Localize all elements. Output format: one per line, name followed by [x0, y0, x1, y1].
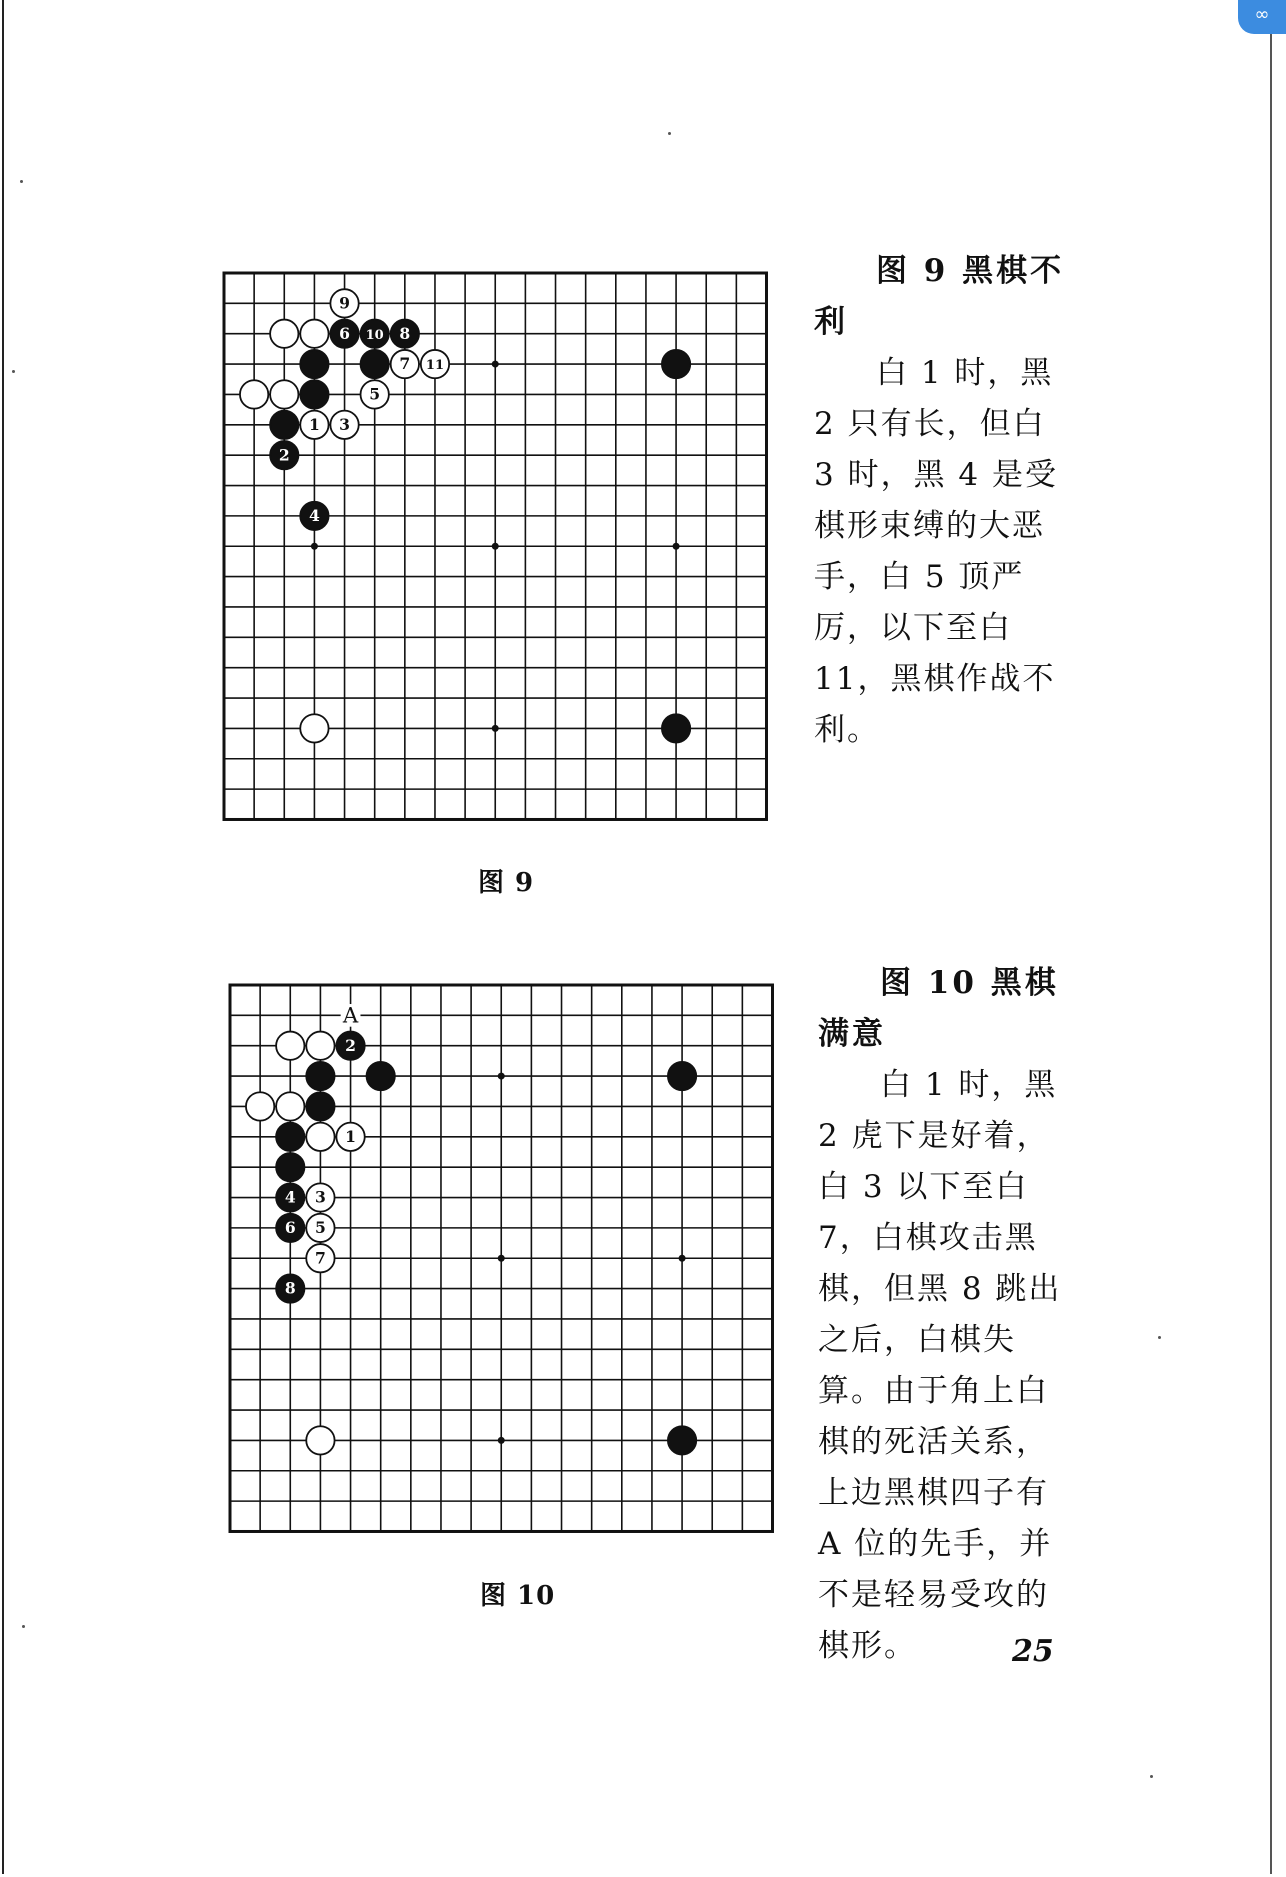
page-number: 25 [1012, 1634, 1054, 1669]
figure-9-text: 白 1 时，黑 2 只有长，但白 3 时，黑 4 是受棋形束缚的大恶手，白 5 顶严厉，以下至白 11，黑棋作战不利。 [814, 355, 1059, 748]
black-stone-2 [336, 1032, 364, 1060]
star-point [498, 1437, 505, 1444]
figure-9-caption: 图 9 [478, 868, 535, 898]
black-stone [662, 350, 690, 378]
black-stone-6 [330, 320, 358, 348]
stone-label: 8 [399, 323, 411, 343]
stone-label: 4 [284, 1187, 296, 1207]
stone-label: 7 [399, 354, 411, 374]
stone-label: 9 [339, 293, 350, 313]
scan-speck [12, 370, 15, 373]
stone-label: 6 [339, 323, 350, 343]
stone-label: 3 [314, 1187, 326, 1207]
white-stone [300, 714, 328, 742]
white-stone-3 [306, 1183, 334, 1211]
black-stone [300, 350, 328, 378]
white-stone [306, 1426, 334, 1454]
white-stone-3 [330, 411, 358, 439]
scan-speck [22, 1625, 25, 1628]
board-svg [222, 977, 782, 1541]
black-stone [668, 1062, 696, 1090]
stone-label: 2 [278, 445, 290, 465]
star-point [492, 725, 499, 732]
star-point [498, 1073, 505, 1080]
black-stone [276, 1123, 304, 1151]
stone-label: 6 [284, 1217, 296, 1237]
star-point [498, 1255, 505, 1262]
black-stone-8 [276, 1274, 304, 1302]
figure-9-description [814, 246, 1076, 756]
figure-10-text: 白 1 时，黑 2 虎下是好着，白 3 以下至白 7，白棋攻击黑棋，但黑 8 跳出之后，白棋失算。由于角上白棋的死活关系，上边黑棋四子有 A 位的先手，并不是轻易受攻的棋形。 [818, 1067, 1062, 1664]
stone-label: 2 [345, 1035, 356, 1055]
figure-9-title: 图 9 黑棋不利 [814, 253, 1065, 340]
white-stone [270, 380, 298, 408]
black-stone-4 [300, 502, 328, 530]
star-point [492, 543, 499, 550]
white-stone-9 [330, 289, 358, 317]
link-icon[interactable]: ∞ [1238, 0, 1286, 34]
white-stone [306, 1032, 334, 1060]
figure-10-title: 图 10 黑棋满意 [818, 965, 1059, 1052]
go-board-figure-9 [216, 265, 776, 829]
white-stone [300, 320, 328, 348]
black-stone [668, 1426, 696, 1454]
white-stone-5 [306, 1214, 334, 1242]
white-stone-5 [361, 380, 389, 408]
white-stone-7 [306, 1244, 334, 1272]
black-stone-8 [391, 320, 419, 348]
scan-speck [1150, 1775, 1153, 1778]
black-stone [306, 1092, 334, 1120]
white-stone [246, 1092, 274, 1120]
star-point [311, 543, 318, 550]
star-point [679, 1255, 686, 1262]
scan-speck [668, 132, 671, 135]
figure-10-caption: 图 10 [480, 1581, 556, 1611]
stone-label: 7 [314, 1248, 326, 1268]
star-point [492, 361, 499, 368]
black-stone [300, 380, 328, 408]
black-stone [361, 350, 389, 378]
black-stone-4 [276, 1183, 304, 1211]
black-stone [367, 1062, 395, 1090]
white-stone-11 [421, 350, 449, 378]
black-stone-6 [276, 1214, 304, 1242]
stone-label: 4 [308, 505, 320, 525]
white-stone [276, 1032, 304, 1060]
stone-label: 5 [369, 384, 381, 404]
figure-10-description [818, 958, 1080, 1672]
black-stone [306, 1062, 334, 1090]
black-stone [270, 411, 298, 439]
white-stone [240, 380, 268, 408]
board-svg [216, 265, 776, 829]
black-stone-10 [361, 320, 389, 348]
stone-label: 3 [339, 414, 350, 434]
black-stone-2 [270, 441, 298, 469]
point-mark-A: A [342, 1003, 359, 1029]
stone-label: 10 [365, 327, 384, 343]
white-stone-7 [391, 350, 419, 378]
white-stone [276, 1092, 304, 1120]
stone-label: 5 [314, 1217, 326, 1237]
stone-label: 1 [345, 1126, 356, 1146]
white-stone [270, 320, 298, 348]
stone-label: 1 [308, 414, 320, 434]
stone-label: 11 [425, 358, 445, 374]
white-stone [306, 1123, 334, 1151]
scan-speck [20, 180, 23, 183]
stone-label: 8 [284, 1278, 296, 1298]
go-board-figure-10 [222, 977, 782, 1541]
white-stone-1 [300, 411, 328, 439]
black-stone [276, 1153, 304, 1181]
black-stone [662, 714, 690, 742]
scan-speck [1158, 1336, 1161, 1339]
white-stone-1 [336, 1123, 364, 1151]
star-point [673, 543, 680, 550]
